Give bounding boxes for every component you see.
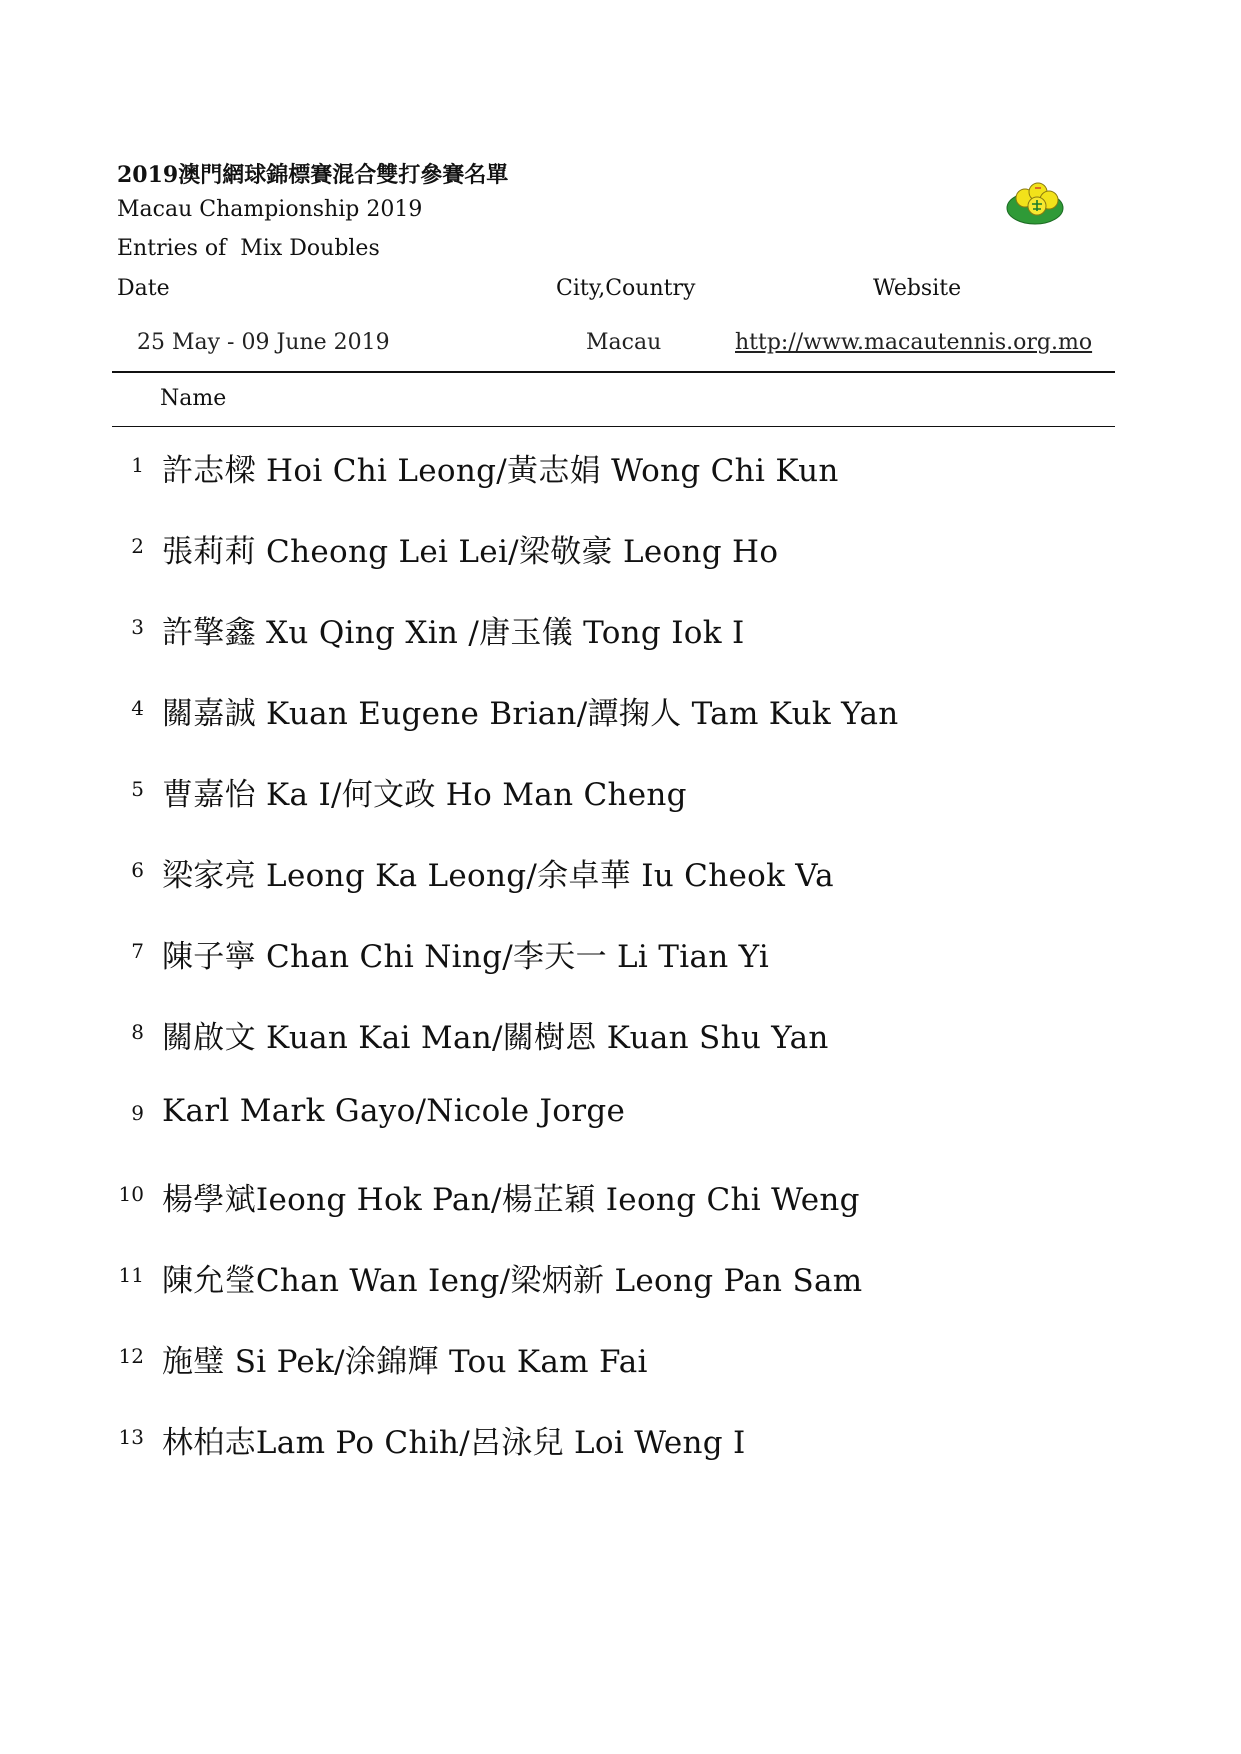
entry-number: 4	[131, 696, 144, 720]
website-link[interactable]: http://www.macautennis.org.mo	[735, 330, 1093, 355]
list-item	[0, 607, 1241, 688]
document-title-english: Macau Championship 2019	[117, 197, 423, 222]
entry-number: 13	[118, 1425, 144, 1449]
entry-names: 林柏志Lam Po Chih/呂泳兒 Loi Weng I	[162, 1425, 746, 1461]
document-subtitle: Entries of Mix Doubles	[117, 236, 380, 261]
entry-names: 梁家亮 Leong Ka Leong/余卓華 Iu Cheok Va	[162, 858, 834, 894]
entry-names: Karl Mark Gayo/Nicole Jorge	[162, 1093, 626, 1129]
list-item	[0, 1093, 1241, 1174]
entry-number: 9	[131, 1101, 144, 1125]
list-item	[0, 526, 1241, 607]
entry-names: 楊學斌Ieong Hok Pan/楊芷穎 Ieong Chi Weng	[162, 1182, 860, 1218]
entry-number: 2	[131, 534, 144, 558]
list-item	[0, 769, 1241, 850]
entry-names: 許擎鑫 Xu Qing Xin /唐玉儀 Tong Iok I	[162, 615, 745, 651]
city-value: Macau	[586, 330, 662, 355]
entry-names: 施璧 Si Pek/涂錦輝 Tou Kam Fai	[162, 1344, 648, 1380]
entry-number: 8	[131, 1020, 144, 1044]
list-item	[0, 445, 1241, 526]
entry-number: 7	[131, 939, 144, 963]
entry-names: 關嘉誠 Kuan Eugene Brian/譚掬人 Tam Kuk Yan	[162, 696, 899, 732]
list-item	[0, 1174, 1241, 1255]
entry-number: 3	[131, 615, 144, 639]
city-column-label: City,Country	[556, 276, 696, 301]
website-column-label: Website	[873, 276, 962, 301]
header-divider	[112, 371, 1115, 373]
name-divider	[112, 426, 1115, 427]
entry-names: 張莉莉 Cheong Lei Lei/梁敬豪 Leong Ho	[162, 534, 779, 570]
entry-number: 12	[118, 1344, 144, 1368]
entry-number: 5	[131, 777, 144, 801]
list-item	[0, 931, 1241, 1012]
list-item	[0, 1255, 1241, 1336]
list-item	[0, 1012, 1241, 1093]
entry-names: 曹嘉怡 Ka I/何文政 Ho Man Cheng	[162, 777, 687, 813]
list-item	[0, 1336, 1241, 1417]
tennis-association-logo-icon	[1005, 180, 1065, 226]
entry-number: 6	[131, 858, 144, 882]
date-value: 25 May - 09 June 2019	[137, 330, 390, 355]
list-item	[0, 850, 1241, 931]
list-item	[0, 688, 1241, 769]
entry-names: 許志樑 Hoi Chi Leong/黃志娟 Wong Chi Kun	[162, 453, 839, 489]
list-item	[0, 1417, 1241, 1498]
entry-names: 陳允瑩Chan Wan Ieng/梁炳新 Leong Pan Sam	[162, 1263, 863, 1299]
entry-names: 關啟文 Kuan Kai Man/關樹恩 Kuan Shu Yan	[162, 1020, 829, 1056]
entry-number: 1	[131, 453, 144, 477]
entry-number: 11	[118, 1263, 144, 1287]
document-title-chinese: 2019澳門網球錦標賽混合雙打參賽名單	[117, 162, 509, 188]
date-column-label: Date	[117, 276, 170, 301]
entry-number: 10	[118, 1182, 144, 1206]
name-column-label: Name	[160, 386, 227, 411]
entry-names: 陳子寧 Chan Chi Ning/李天一 Li Tian Yi	[162, 939, 770, 975]
entries-list	[0, 445, 1241, 1498]
